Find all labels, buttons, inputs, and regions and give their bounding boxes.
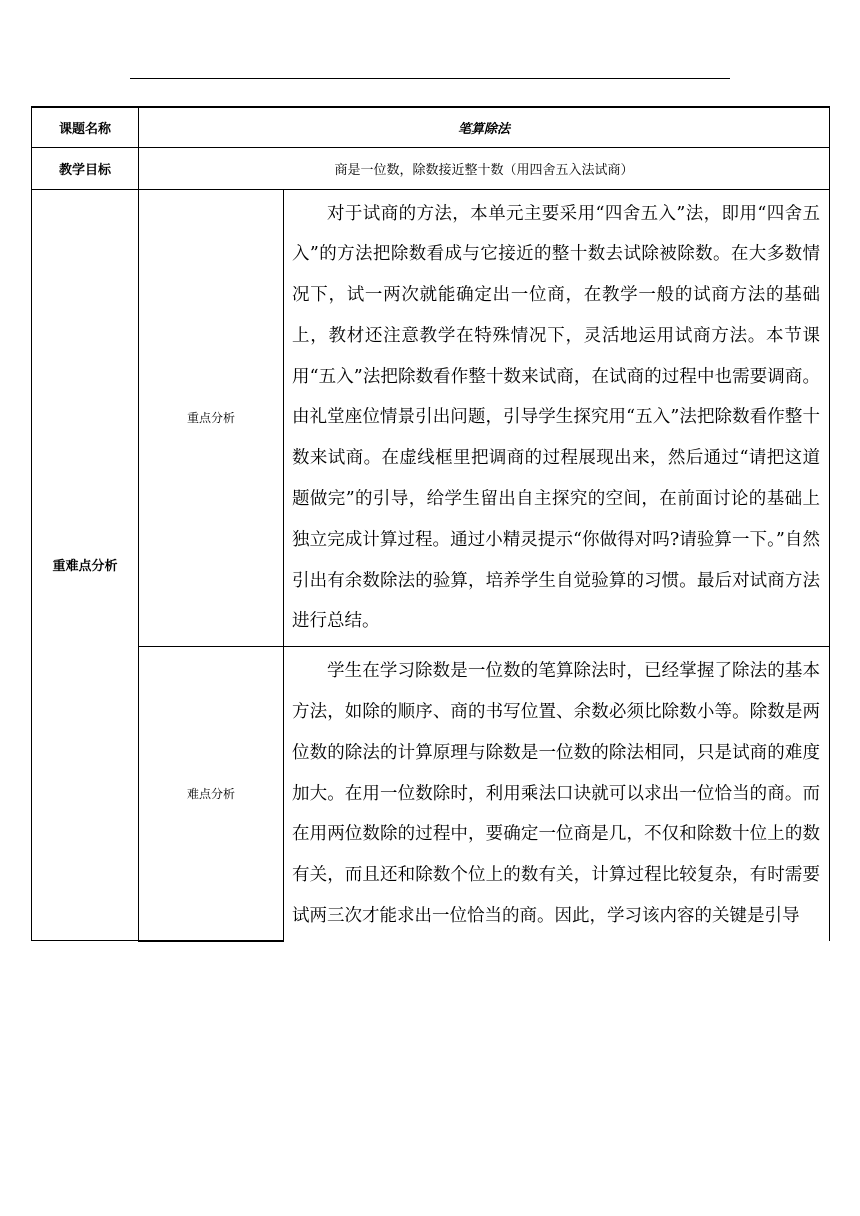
key-point-text: 对于试商的方法，本单元主要采用“四舍五入”法，即用“四舍五入”的方法把除数看成与它接近的整十数去试除被除数。在大多数情况下，试一两次就能确定出一位商，在教学一般的试商方法的基础上，教材还注意教学在特殊情况下，灵活地运用试商方法。本节课用“五入”法把除数看作整十数来试商，在试商的过程中也需要调商。由礼堂座位情景引出问题，引导学生探究用“五入”法把除数看作整十数来试商。在虚线框里把调商的过程展现出来，然后通过“请把这道题做完”的引导，给学生留出自主探究的空间，在前面讨论的基础上独立完成计算过程。通过小精灵提示“你做得对吗?请验算一下。”自然引出有余数除法的验算，培养学生自觉验算的习惯。最后对试商方法进行总结。 [292,203,820,632]
header-rule [130,78,730,79]
difficult-point-row [32,647,830,941]
course-label: 课题名称 [32,107,139,147]
course-row [32,107,830,147]
goal-text: 商是一位数，除数接近整十数（用四舍五入法试商） [139,147,830,189]
goal-label: 教学目标 [32,147,139,189]
goal-row [32,147,830,189]
course-title: 笔算除法 [139,107,830,147]
difficult-point-text: 学生在学习除数是一位数的笔算除法时，已经掌握了除法的基本方法，如除的顺序、商的书写位置、余数必须比除数小等。除数是两位数的除法的计算原理与除数是一位数的除法相同，只是试商的难度加大。在用一位数除时，利用乘法口诀就可以求出一位恰当的商。而在用两位数除的过程中，要确定一位商是几，不仅和除数十位上的数有关，而且还和除数个位上的数有关，计算过程比较复杂，有时需要试两三次才能求出一位恰当的商。因此，学习该内容的关键是引导 [292,661,820,927]
analysis-label: 重难点分析 [32,189,139,941]
lesson-plan-table [31,106,830,942]
key-point-cell [284,189,830,647]
difficult-point-cell [284,647,830,941]
key-point-row [32,189,830,647]
key-point-label: 重点分析 [139,189,284,647]
difficult-point-label: 难点分析 [139,647,284,941]
